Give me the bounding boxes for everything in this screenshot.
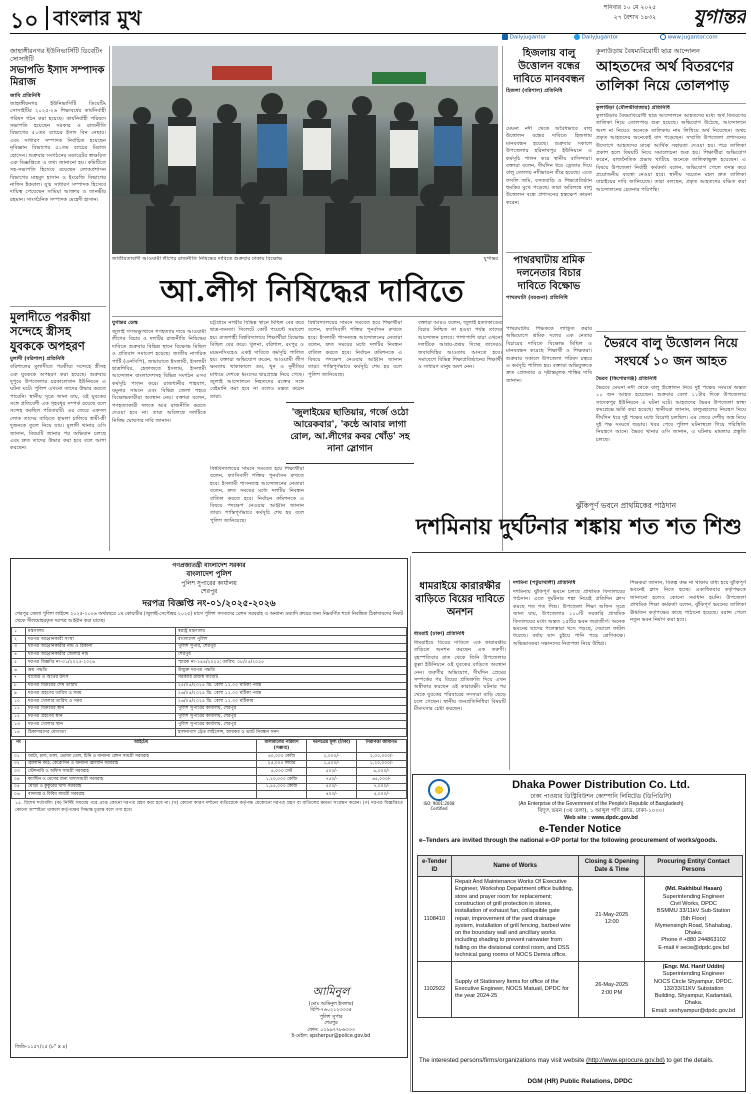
signer-office: শেরপুর: [324, 1021, 338, 1027]
story-divider: [10, 306, 106, 307]
table-cell: ৮: [12, 682, 26, 690]
main-byline: যুগান্তর ডেস্ক: [112, 320, 138, 326]
date-line-1: শনিবার ১০ মে ২০২৫: [603, 4, 656, 11]
body-text: বরিশালের মুলাদীতে পরকীয়া সন্দেহে স্ত্রীসহ এক যুবককে অপহরণ করা হয়েছে। শুক্রবার দুপুরে উপজেলার চরকালেখান ইউনিয়নে এ ঘটনা ঘটে। পুলিশ এখনো তাদের উদ্ধার করতে পারেনি। স্থানীয় সূত্রে জানা যায়, ওই যুবকের সঙ্গে প্রতিবেশী এক গৃহবধূর সম্পর্ক রয়েছে বলে সন্দেহ করছিল পরিবারটি। এর জেরে একদল লোক তাদের বাড়িতে হামলা চালিয়ে স্বামী-স্ত্রী দুজনকে তুলে নিয়ে যায়। মুলাদী থানার ওসি জানান, বিষয়টি জানার পর অভিযান চলছে এবং দ্রুত তাদের উদ্ধার করা হবে বলে আশা করছেন।: [10, 364, 106, 452]
table-cell: ৩: [12, 643, 26, 651]
notice-office: পুলিশ সুপারের কার্যালয়: [181, 579, 237, 587]
notice-intro: শেরপুর জেলা পুলিশ লাইন্সে ২০২৫-২০২৬ অর্থবছরে ১ম কোয়ার্টার (জুলাই-সেপ্টেম্বর ২০২৫) মাসে পুলিশ সদস্যদের রেশন সরবরাহ ও অন্যান্য দ্রব্যাদি ক্রয়ের জন্য নিম্নবর্ণিত শর্তে নিবন্ধিত ঠিকাদারদের নিকট থেকে সীলমোহরকৃত দরপত্র আহ্বান করা যাচ্ছে।: [15, 611, 403, 624]
clash-body: ভৈরবে মেঘনা নদী থেকে বালু উত্তোলন নিয়ে দুই পক্ষের সংঘর্ষে অন্তত ১০ জন আহত হয়েছেন। শুক্রবার বেলা ১১টার দিকে উপজেলার সাদেকপুর ইউনিয়নে এ ঘটনা ঘটে। আহতদের ভৈরব উপজেলা স্বাস্থ্য কমপ্লেক্সে ভর্তি করা হয়েছে। স্থানীয়রা জানান, বালুমহালের নিয়ন্ত্রণ নিয়ে দীর্ঘদিন ধরে দুই পক্ষের মধ্যে বিরোধ চলছিল। এর জেরে দেশীয় অস্ত্র নিয়ে দুই পক্ষ সংঘর্ষে জড়ায়। খবর পেয়ে পুলিশ ঘটনাস্থলে গিয়ে পরিস্থিতি নিয়ন্ত্রণে আনে। ভৈরব থানার ওসি জানান, এ ঘটনায় মামলার প্রস্তুতি চলছে।: [596, 385, 746, 443]
table-header-cell: আইটেম: [26, 739, 257, 752]
table-cell: ১,২০,০০০ কেজি: [257, 775, 307, 783]
table-cell: ১,২০,০০০/-: [357, 760, 407, 768]
table-header-cell: নং: [12, 739, 26, 752]
table-cell: ০৪: [12, 775, 26, 783]
table-row: [12, 729, 407, 737]
story-divider: [506, 252, 592, 253]
table-row: [12, 713, 407, 721]
aid-byline: কুলাউড়া (মৌলভীবাজার) প্রতিনিধি: [596, 105, 670, 111]
notice-title: দরপত্র বিজ্ঞপ্তি নং-০১/২০২৫-২০২৬: [142, 598, 276, 609]
table-row: [418, 962, 743, 1018]
signer-name: (মোঃ আমিনুল ইসলাম): [308, 1002, 354, 1007]
facebook-icon: [502, 34, 508, 40]
table-row: [12, 682, 407, 690]
photo-caption: জাতীয়তাবাদী আওয়ামী লীগের রাজনীতি নিষিদ্ধের দাবিতে শুক্রবার ঢাকায় বিক্ষোভ: [112, 256, 283, 262]
notice-signature-block: [261, 983, 401, 1041]
table-cell: ১,৫০০/-: [307, 760, 357, 768]
table-cell: ১,৫৫,০০০ কেজি: [257, 783, 307, 791]
table-cell: ১৪: [12, 729, 26, 737]
header-divider: [46, 6, 48, 30]
headline: পাথরঘাটায় শ্রমিক দলনেতার বিচার দাবিতে বিক্ষোভ: [513, 255, 585, 292]
column-rule: [109, 46, 110, 551]
table-cell: ৭: [12, 674, 26, 682]
story-worker-header: [506, 254, 592, 324]
photo-credit: যুগান্তর: [483, 256, 498, 262]
notice-conditions: ১৫. বিশেষ শর্তাবলি: (ক) নির্দিষ্ট সময়ের পরে প্রাপ্ত কোনো দরপত্র গ্রহণ করা হবে না। (খ) কোনো কারণ দর্শানো ব্যতিরেকে কর্তৃপক্ষ যেকোনো দরপত্র গ্রহণ বা বাতিলের ক্ষমতা সংরক্ষণ করেন। (গ) দরপত্র বিজ্ঞপ্তিতে কোনো অস্পষ্টতা থাকলে কর্তৃপক্ষের সিদ্ধান্ত চূড়ান্ত বলে গণ্য হবে।: [15, 801, 403, 813]
dpdc-logo-icon: [428, 779, 450, 801]
table-cell: দরপত্র বিজ্ঞপ্তি নং-০১/২০২৫-২০২৬: [26, 659, 176, 667]
main-col-1: জুলাই গণঅভ্যুত্থানে গণহত্যার দায়ে আওয়ামী লীগের বিচার ও দলটির রাজনীতি নিষিদ্ধের দাবিতে শুক্রবার বিভিন্ন স্থানে বিক্ষোভ মিছিল ও প্রতিবাদ সমাবেশ হয়েছে। জাতীয় নাগরিক পার্টি (এনসিপি), জামায়াতে ইসলামী, ইসলামী ছাত্রশিবির, হেফাজতে ইসলাম, ইসলামী আন্দোলন বাংলাদেশসহ বিভিন্ন সংগঠন এসব কর্মসূচি পালন করে। রাজধানীর শাহবাগ, যমুনার সামনে এবং বিভিন্ন জেলা শহরে বিক্ষোভকারীরা অবস্থান নেয়। বক্তারা বলেন, গণহত্যাকারী দলকে আর রাজনীতি করতে দেওয়া হবে না। তারা অবিলম্বে দলটিকে নিষিদ্ধ ঘোষণার দাবি জানান।: [112, 329, 206, 424]
contact-title: Superintending Engineer: [662, 893, 725, 900]
table-row: [12, 636, 407, 644]
table-cell: ১১: [12, 705, 26, 713]
table-cell: শেরপুর: [176, 651, 407, 659]
dpdc-subtitle: (An Enterprise of the Government of the People's Republic of Bangladesh): [518, 800, 684, 807]
table-cell: স্বরাষ্ট্র মন্ত্রণালয়: [176, 628, 407, 636]
social-facebook[interactable]: Dailyjugantor: [502, 34, 546, 42]
table-cell: ৪,০০০ সেট: [257, 768, 307, 776]
kicker: জাহাঙ্গীরনগর ইউনিভার্সিটি ডিবেটিং সোসাইটি: [10, 47, 103, 64]
column-rule: [410, 556, 411, 1092]
table-header-cell: Name of Works: [451, 856, 578, 877]
table-cell: ২: [12, 636, 26, 644]
table-row: [12, 690, 407, 698]
aid-headline: আহতদের অর্থ বিতরণের তালিকা নিয়ে তোলপাড়: [596, 59, 734, 94]
signature: আমিনুল: [312, 985, 350, 998]
table-cell: পুলিশ সুপারের কার্যালয়, শেরপুর: [176, 705, 407, 713]
hunger-headline: ধামরাইয়ে কারারক্ষীর বাড়িতে বিয়ের দাবিতে অনশন: [415, 581, 505, 618]
table-cell: সরকারি রাজস্ব বাজেট: [176, 674, 407, 682]
table-row: [418, 877, 743, 962]
main-col-2: চট্টগ্রামে নগরীর বিভিন্ন স্থানে মিছিল বের করে ছাত্র-জনতা। সিলেটে কোর্ট পয়েন্টে সমাবেশ হয়। রাজশাহী বিশ্ববিদ্যালয়ে শিক্ষার্থীরা বিক্ষোভ মিছিল বের করে। খুলনা, বরিশাল, রংপুর ও ময়মনসিংহেও একই দাবিতে কর্মসূচি পালিত হয়। বক্তারা অভিযোগ করেন, আওয়ামী লীগ ক্ষমতায় থাকাকালে গুম, খুন ও দুর্নীতির মাধ্যমে দেশকে ধ্বংসের দ্বারপ্রান্তে নিয়ে গেছে। জুলাই আন্দোলনে নিহতদের রক্তের সঙ্গে বেইমানি করা হবে না বলেও মন্তব্য করেন তারা।: [210, 320, 304, 400]
social-website[interactable]: www.jugantor.com: [660, 34, 718, 42]
table-cell: ০১: [12, 752, 26, 760]
notice-item-table: [11, 739, 407, 799]
dpdc-website[interactable]: Web site : www.dpdc.gov.bd: [564, 815, 638, 822]
tender-date-line: 26-May-2025: [595, 982, 629, 989]
signer-email: ই-মেইল: spsherpur@police.gov.bd: [291, 1034, 371, 1040]
byline: জাবি প্রতিনিধি: [10, 92, 41, 99]
table-header-cell: e-Tender ID: [418, 856, 452, 877]
table-cell: ৭৫০/-: [307, 775, 357, 783]
byline: হিজলা (বরিশাল) প্রতিনিধি: [506, 88, 563, 94]
newspaper-logo: যুগান্তর: [693, 6, 746, 27]
contact-name: (Engr. Md. Hanif Uddin): [662, 964, 725, 971]
table-cell: 1108410: [418, 877, 452, 962]
contact-email[interactable]: E-mail # secw@dpdc.gov.bd: [658, 944, 729, 951]
table-cell: [645, 877, 743, 962]
clash-byline: ভৈরব (কিশোরগঞ্জ) প্রতিনিধি: [596, 376, 657, 382]
table-row: [12, 705, 407, 713]
aid-body: কুলাউড়ায় বৈষম্যবিরোধী ছাত্র আন্দোলনে আহতদের মধ্যে অর্থ বিতরণের তালিকা নিয়ে তোলপাড় শুরু হয়েছে। অভিযোগ উঠেছে, আন্দোলনে অংশ না নিয়েও অনেকে তালিকায় নাম লিখিয়ে অর্থ নিয়েছেন। অথচ প্রকৃত আহতদের অনেকেই বাদ পড়েছেন। সম্প্রতি উপজেলা প্রশাসনের উদ্যোগে আহতদের মাঝে আর্থিক সহায়তা দেওয়া হয়। পরে তালিকা প্রকাশ হলে বিষয়টি নিয়ে সমালোচনা শুরু হয়। শিক্ষার্থীরা অভিযোগ করেন, রাজনৈতিক প্রভাব খাটিয়ে অনেকে তালিকাভুক্ত হয়েছেন। এ বিষয়ে উপজেলা নির্বাহী কর্মকর্তা বলেন, অভিযোগ পেলে তদন্ত করে প্রয়োজনীয় ব্যবস্থা নেওয়া হবে। স্থানীয় সচেতন মহল দ্রুত তালিকা যাচাইয়ের দাবি জানিয়েছে। তারা বলছেন, প্রকৃত আহতদের বঞ্চিত করা আন্দোলনের চেতনার পরিপন্থি।: [596, 113, 746, 193]
globe-icon: [660, 34, 666, 40]
story-ju-debate: [10, 47, 106, 305]
iso-text: ISO: 9001:2008 Certified: [423, 801, 455, 811]
school-body-1: দশমিনায় ঝুঁকিপূর্ণ ভবনে চলছে প্রাথমিক বিদ্যালয়ের পাঠদান। এতে দুর্ঘটনার শঙ্কা নিয়েই প্রতিদিন ক্লাস করছে শত শত শিশু। উপজেলা শিক্ষা অফিস সূত্রে জানা যায়, উপজেলার ১১০টি সরকারি প্রাথমিক বিদ্যালয়ের মধ্যে অন্তত ২৫টির ভবন জরাজীর্ণ। অনেক ভবনের ছাদের পলেস্তারা খসে পড়ছে, দেয়ালে ফাটল ধরেছে। বর্ষায় ছাদ চুইয়ে পানি পড়ে শ্রেণিকক্ষে। অভিভাবকরা সন্তানদের নিরাপত্তা নিয়ে উদ্বিগ্ন।: [513, 589, 625, 647]
page-number: ১০: [10, 8, 39, 32]
table-cell: পুলিশ সুপার, শেরপুর: [176, 643, 407, 651]
table-cell: ক্রয় পদ্ধতি: [26, 667, 176, 675]
hunger-body: ধামরাইয়ে বিয়ের দাবিতে এক কারারক্ষীর বাড়িতে অনশন করছেন এক তরুণী। বৃহস্পতিবার রাত থেকে তিনি উপজেলার কুল্লা ইউনিয়নে ওই যুবকের বাড়িতে অবস্থান নেন। তরুণীর অভিযোগ, দীর্ঘদিন প্রেমের সম্পর্কের পর বিয়ের প্রতিশ্রুতি দিয়ে এখন অস্বীকার করছেন ওই কারারক্ষী। ঘটনার পর থেকে যুবকের পরিবারের সদস্যরা বাড়ি ছেড়ে চলে গেছেন। স্থানীয় জনপ্রতিনিধিরা বিষয়টি মীমাংসার চেষ্টা করছেন।: [414, 640, 506, 713]
byline: মুলাদী (বরিশাল) প্রতিনিধি: [10, 356, 65, 363]
dpdc-tender-notice: [412, 774, 746, 1092]
contact-title: Superintending Engineer: [662, 971, 725, 978]
table-cell: ১২: [12, 713, 26, 721]
table-cell: জ্বালানি কাঠ, কেরোসিন ও অন্যান্য জ্বালানি সরবরাহ: [26, 760, 257, 768]
table-cell: স্মারক নং-১৪৪/২০২৫; তারিখ: ০৮/০৫/২০২৫: [176, 659, 407, 667]
table-row: [12, 667, 407, 675]
table-cell: ৪: [12, 651, 26, 659]
section-title: বাংলার মুখ: [53, 6, 142, 30]
school-byline: দশমিনা (পটুয়াখালী) প্রতিনিধি: [513, 580, 576, 586]
table-cell: ৬৫,০০০/-: [357, 775, 407, 783]
contact-email[interactable]: Email: seshyampur@dpdc.gov.bd: [651, 1007, 736, 1014]
table-cell: ২৬/০৫/২০২৫ খ্রি. বেলা ১২.৩০ ঘটিকায়: [176, 698, 407, 706]
header-rule: [10, 33, 746, 43]
table-cell: Repair And Maintenance Works Of Executive Engineer, Workshop Department office building, store and prayer room for replacement; construction of grill protection in stores, installation of exhaust fan, collapsible gate repair, improvement of the yard drainage system, installation of grill fencing, barbed wire on the boundary wall and ancillary works including shading to prevent rainwater from falling on the divisional control room, and DSS technical gang rooms of NOCS Demra office.: [451, 877, 578, 962]
story-worker-body: পাথরঘাটায় শিক্ষককে লাঞ্ছিত করার অভিযোগে শ্রমিক দলের এক নেতার বিচারের দাবিতে বিক্ষোভ মিছিল ও মানববন্ধন করেছে শিক্ষার্থী ও শিক্ষকরা। শুক্রবার সকালে উপজেলা পরিষদ চত্বরে এ কর্মসূচি পালিত হয়। বক্তারা অভিযুক্তকে দ্রুত গ্রেফতার ও দৃষ্টান্তমূলক শাস্তির দাবি জানান।: [506, 326, 592, 384]
table-row: [12, 628, 407, 636]
tender-date-line: 2:00 PM: [601, 989, 623, 996]
tender-date-line: 21-May-2025: [595, 911, 629, 918]
contact-office: NOCS Circle Shyampur, DPDC.: [653, 978, 734, 985]
headline-rule: [112, 316, 502, 317]
table-cell: দরপত্র আহ্বানকারীর জেলার নাম: [26, 651, 176, 659]
table-cell: দরপত্র বিক্রয়ের স্থান: [26, 705, 176, 713]
table-cell: ঘোড়া ও কুকুরের খাদ্য সরবরাহ: [26, 783, 257, 791]
etender-title: e-Tender Notice: [538, 823, 622, 835]
column-rule: [509, 580, 510, 770]
table-cell: Supply of Stationery Items for office of the Executive Engineer, NOCS Matuail, DPDC for the year 2024-25: [451, 962, 578, 1018]
table-header-cell: মালামালের পরিমাণ (সম্ভাব্য): [257, 739, 307, 752]
table-cell: উন্মুক্ত দরপত্র পদ্ধতি: [176, 667, 407, 675]
etender-intro: e–Tenders are invited through the national e-GP portal for the following procurement of works/goods.: [419, 837, 718, 844]
table-row: [12, 783, 407, 791]
table-cell: ২,০০,০০০/-: [357, 752, 407, 760]
body-text: জাহাঙ্গীরনগর ইউনিভার্সিটি ডিবেটিং সোসাইটির ২০২৫-২৬ শিক্ষাবর্ষের কার্যনির্বাহী পরিষদ গঠন করা হয়েছে। কার্যনির্বাহী পরিষদে সভাপতি হয়েছেন সরকার ও রাজনীতি বিভাগের ৫০তম ব্যাচের ইসাদ বিন নেছার। এবং সাধারণ সম্পাদক নির্বাচিত হয়েছেন নৃবিজ্ঞান বিভাগের ৫১তম ব্যাচের মিরাজ হোসেন। শুক্রবার সংগঠনের মডারেটর স্বাক্ষরিত এক বিজ্ঞপ্তিতে এ তথ্য জানানো হয়। কমিটিতে সহ-সভাপতি হিসেবে রয়েছেন লোকপ্রশাসন বিভাগের মাহমুদ হাসান ও ইংরেজি বিভাগের নাফিস ইকবাল। যুগ্ম সাধারণ সম্পাদক হিসেবে দায়িত্ব পেয়েছেন সামিয়া আক্তার ও তানভীর রহমান। সাংগঠনিক সম্পাদক মেহেদী হাসান।: [10, 100, 106, 203]
school-headline: দশমিনায় দুর্ঘটনার শঙ্কায় শত শত শিশু: [415, 514, 742, 540]
clash-headline: ভৈরবে বালু উত্তোলন নিয়ে সংঘর্ষে ১০ জন আহত: [604, 335, 738, 368]
table-row: [12, 752, 407, 760]
table-header-cell: দরপত্রের মূল্য (টাকা): [307, 739, 357, 752]
contact-office: Civil Works, DPDC: [670, 900, 717, 907]
byline: পাথরঘাটা (বরগুনা) প্রতিনিধি: [506, 295, 568, 301]
table-cell: পুলিশ সুপারের কার্যালয়, শেরপুর: [176, 713, 407, 721]
table-row: [12, 791, 407, 799]
table-cell: ১: [12, 628, 26, 636]
table-cell: ০৬: [12, 791, 26, 799]
story-abduction: [10, 310, 106, 550]
tender-date-line: 12:00: [604, 919, 619, 926]
table-cell: [579, 962, 645, 1018]
table-cell: দরপত্র খোলার তারিখ ও সময়: [26, 698, 176, 706]
table-cell: দরপত্র আহ্বানকারী সংস্থা: [26, 636, 176, 644]
table-cell: [257, 791, 307, 799]
contact-addr1: 132/33/11KV Substation: [663, 985, 724, 992]
main-col-4: বক্তারা আরও বলেন, জুলাই হত্যাকাণ্ডের বিচার নিশ্চিত না হওয়া পর্যন্ত তাদের আন্দোলন চলবে। পাশাপাশি যারা এখনো দলটিকে আশ্রয়-প্রশ্রয় দিচ্ছে তাদেরও জবাবদিহির আওতায় আনতে হবে। সমাবেশে বিভিন্ন শিক্ষাপ্রতিষ্ঠানের শিক্ষার্থী ও সাধারণ মানুষ অংশ নেন।: [418, 320, 502, 371]
school-body-2: শিক্ষকরা জানান, বিকল্প কক্ষ না থাকায় বাধ্য হয়ে ঝুঁকিপূর্ণ ভবনেই ক্লাস নিতে হচ্ছে। একাধিকবার কর্তৃপক্ষকে জানানো হলেও কোনো সমাধান হয়নি। উপজেলা প্রাথমিক শিক্ষা কর্মকর্তা বলেন, ঝুঁকিপূর্ণ ভবনের তালিকা ঊর্ধ্বতন কর্তৃপক্ষের কাছে পাঠানো হয়েছে। বরাদ্দ পেলে নতুন ভবন নির্মাণ করা হবে।: [630, 580, 746, 623]
eprocure-link[interactable]: (http://www.eprocure.gov.bd): [586, 1057, 665, 1064]
table-cell: পুলিশ সুপারের কার্যালয়, শেরপুর: [176, 721, 407, 729]
table-cell: বাদ্যযন্ত্র ও বিবিধ সামগ্রী সরবরাহ: [26, 791, 257, 799]
headline-rule: [596, 103, 746, 104]
table-row: [12, 768, 407, 776]
contact-phone: Phone # +880 244863102: [661, 937, 726, 944]
contact-name: (Md. Rakhibul Hasan): [665, 886, 722, 893]
table-cell: দরপত্র আহ্বানকারীর নাম ও ঠিকানা: [26, 643, 176, 651]
table-row: [12, 698, 407, 706]
table-cell: ২৬/০৫/২০২৫ খ্রি. বেলা ১২.০০ ঘটিকা পর্যন্ত: [176, 690, 407, 698]
contact-addr2: Building, Shyampur, Kadamtali,: [654, 993, 733, 1000]
notice-govt: গণপ্রজাতন্ত্রী বাংলাদেশ সরকার: [172, 562, 246, 569]
story-divider: [596, 331, 746, 332]
table-cell: স্টেশনারি ও অফিস সামগ্রী সরবরাহ: [26, 768, 257, 776]
table-cell: ৯: [12, 690, 26, 698]
etender-table: [417, 855, 743, 1018]
headline: সভাপতি ইসাদ সম্পাদক মিরাজ: [10, 64, 105, 89]
table-row: [12, 651, 407, 659]
table-cell: ৫০০/-: [307, 768, 357, 776]
table-cell: ৫০০/-: [307, 783, 357, 791]
story-hijla-body: মেঘনা নদী থেকে অবৈধভাবে বালু উত্তোলন বন্ধের দাবিতে হিজলায় মানববন্ধন হয়েছে। শুক্রবার সকালে উপজেলার হরিনাথপুর ইউনিয়নে এ কর্মসূচি পালন করে স্থানীয় বাসিন্দারা। বক্তারা বলেন, দীর্ঘদিন ধরে ড্রেজার দিয়ে বালু তোলায় নদীভাঙন তীব্র হয়েছে। এতে ফসলি জমি, বসতবাড়ি ও শিক্ষাপ্রতিষ্ঠান হুমকির মুখে পড়েছে। তারা অবিলম্বে বালু উত্তোলন বন্ধে প্রশাসনের হস্তক্ষেপ কামনা করেন।: [506, 126, 592, 206]
table-cell: ২৫/০৫/২০২৫ খ্রি. বেলা ১২.০০ ঘটিকা পর্যন্ত: [176, 682, 407, 690]
table-cell: ৭,০০০/-: [357, 783, 407, 791]
table-cell: বাংলাদেশ পুলিশ: [176, 636, 407, 644]
table-header-cell: নিরাপত্তা জামানত: [357, 739, 407, 752]
table-cell: দরপত্র বিক্রয়ের শেষ তারিখ: [26, 682, 176, 690]
hunger-byline: ধামরাই (ঢাকা) প্রতিনিধি: [414, 631, 465, 637]
signer-title: পুলিশ সুপার: [319, 1014, 343, 1020]
table-cell: ৪০,০০০ কেজি: [257, 752, 307, 760]
social-twitter[interactable]: DailyJugantor: [574, 34, 618, 42]
dpdc-company-bn: ঢাকা পাওয়ার ডিস্ট্রিবিউশন কোম্পানি লিমিটেড (ডিপিডিসি): [530, 792, 672, 800]
notice-footer-code: জিডি-১১৫৭/২৫ (৮" x ৪): [15, 1045, 68, 1050]
table-cell: ৬,০০০/-: [357, 768, 407, 776]
date-line-2: ২৭ বৈশাখ ১৪৩২: [613, 14, 656, 21]
news-photo: [112, 46, 498, 254]
main-headline: আ.লীগ নিষিদ্ধের দাবিতে: [160, 274, 464, 309]
table-cell: দরপত্র গ্রহণের তারিখ ও সময়: [26, 690, 176, 698]
table-cell: 1102922: [418, 962, 452, 1018]
headline: মুলাদীতে পরকীয়া সন্দেহে স্ত্রীসহ যুবককে অপহরণ: [10, 310, 91, 353]
table-cell: ০৩: [12, 768, 26, 776]
table-cell: হালনাগাদ ট্রেড লাইসেন্স, আয়কর ও ভ্যাট নিবন্ধন সনদ: [176, 729, 407, 737]
table-cell: ক্যান্টিন ও মেসের জন্য খাদ্যসামগ্রী সরবরাহ: [26, 775, 257, 783]
table-row: [12, 760, 407, 768]
table-cell: ১০: [12, 698, 26, 706]
table-cell: ৬: [12, 667, 26, 675]
contact-addr2: (5th Floor): [680, 915, 707, 922]
table-cell: ০৫: [12, 783, 26, 791]
table-cell: ১৩: [12, 721, 26, 729]
protest-crowd-image: [112, 46, 498, 254]
pull-quote: 'জুলাইয়ের ছাতিয়ার, গর্জে ওঠো আরেকবার', 'কন্ঠে আবার লাগা রোল, আ.লীগের কবর খোঁড়' সহ নানা স্লোগান: [286, 402, 414, 464]
table-row: [12, 659, 407, 667]
table-cell: বাজেট ও অর্থের উৎস: [26, 674, 176, 682]
main-col-3: বিশ্ববিদ্যালয়ের সামনে সমবেত হয়ে শিক্ষার্থীরা বলেন, ফ্যাসিবাদী শক্তির পুনর্বাসন রুখতে হবে। ইসলামী শাসনতন্ত্র আন্দোলনের নেতারা বলেন, দ্রুত সময়ের মধ্যে দলটির নিবন্ধন বাতিল করতে হবে। নির্বাচন কমিশনকে এ বিষয়ে পদক্ষেপ নেওয়ার আহ্বান জানান তারা। শান্তিপূর্ণভাবে কর্মসূচি শেষ হয় বলে পুলিশ জানিয়েছে।: [308, 320, 402, 378]
dpdc-company: Dhaka Power Distribution Co. Ltd.: [512, 779, 690, 791]
table-cell: ২৫,০০০ লিটার: [257, 760, 307, 768]
table-row: [12, 721, 407, 729]
dpdc-signature: DGM (HR) Public Relations, DPDC: [527, 1078, 633, 1085]
table-row: [12, 643, 407, 651]
table-cell: ৪০০/-: [307, 791, 357, 799]
table-row: [12, 674, 407, 682]
table-row: [12, 775, 407, 783]
table-cell: [579, 877, 645, 962]
table-cell: দরপত্র খোলার স্থান: [26, 721, 176, 729]
story-hijla-header: [506, 47, 592, 125]
table-header-cell: Procuring Entity/ Contact Persons: [645, 856, 743, 877]
notice-info-table: [11, 627, 407, 736]
contact-addr3: Dhaka.: [684, 1000, 703, 1007]
table-cell: আটা, চাল, ডাল, ভোজ্য তেল, চিনি ও অন্যান্য রেশন সামগ্রী সরবরাহ: [26, 752, 257, 760]
notice-district: শেরপুর: [200, 587, 218, 595]
table-header-cell: Closing & Opening Date & Time: [579, 856, 645, 877]
table-cell: ঠিকাদারদের যোগ্যতা: [26, 729, 176, 737]
table-cell: [645, 962, 743, 1018]
table-cell: দরপত্র গ্রহণের স্থান: [26, 713, 176, 721]
table-cell: ৫,০০০/-: [357, 791, 407, 799]
contact-addr3: Mymensingh Road, Shahabag, Dhaka.: [655, 922, 732, 937]
table-cell: ০২: [12, 760, 26, 768]
signer-phone: ফোন: ০২৯৯৭৭৮৬৩৩৩: [307, 1027, 355, 1033]
school-kicker: ঝুঁকিপূর্ণ ভবনে প্রাথমিকের পাঠদান: [575, 501, 677, 510]
table-cell: মন্ত্রণালয়: [26, 628, 176, 636]
table-cell: ৫: [12, 659, 26, 667]
contact-addr1: BSMMU 33/11kV Sub-Station: [656, 908, 731, 915]
table-cell: ২,০০০/-: [307, 752, 357, 760]
police-tender-notice: [10, 558, 408, 1058]
etender-footer: The interested persons/firms/organizations may visit website (http://www.eprocure.gov.bd) to get the details.: [419, 1057, 714, 1064]
main-col-2b: বিশ্ববিদ্যালয়ের সামনে সমবেত হয়ে শিক্ষার্থীরা বলেন, ফ্যাসিবাদী শক্তির পুনর্বাসন রুখতে হবে। ইসলামী শাসনতন্ত্র আন্দোলনের নেতারা বলেন, দ্রুত সময়ের মধ্যে দলটির নিবন্ধন বাতিল করতে হবে। নির্বাচন কমিশনকে এ বিষয়ে পদক্ষেপ নেওয়ার আহ্বান জানান তারা। শান্তিপূর্ণভাবে কর্মসূচি শেষ হয় বলে পুলিশ জানিয়েছে।: [210, 466, 304, 524]
signer-id: বিপি-৭৬০২১২৩৩৩৫: [310, 1008, 352, 1014]
notice-org: বাংলাদেশ পুলিশ: [186, 570, 232, 579]
iso-badge: [419, 779, 459, 817]
aid-kicker: কুলাউড়ায় বৈষম্যবিরোধী ছাত্র আন্দোলন: [596, 47, 700, 55]
headline: হিজলায় বালু উত্তোলন বন্ধের দাবিতে মানববন্ধন: [513, 48, 585, 85]
dpdc-address: বিদ্যুৎ ভবন (৩য় তলা), ১ আব্দুল গণি রোড, ঢাকা-১০০০।: [537, 807, 665, 814]
twitter-icon: [574, 34, 580, 40]
